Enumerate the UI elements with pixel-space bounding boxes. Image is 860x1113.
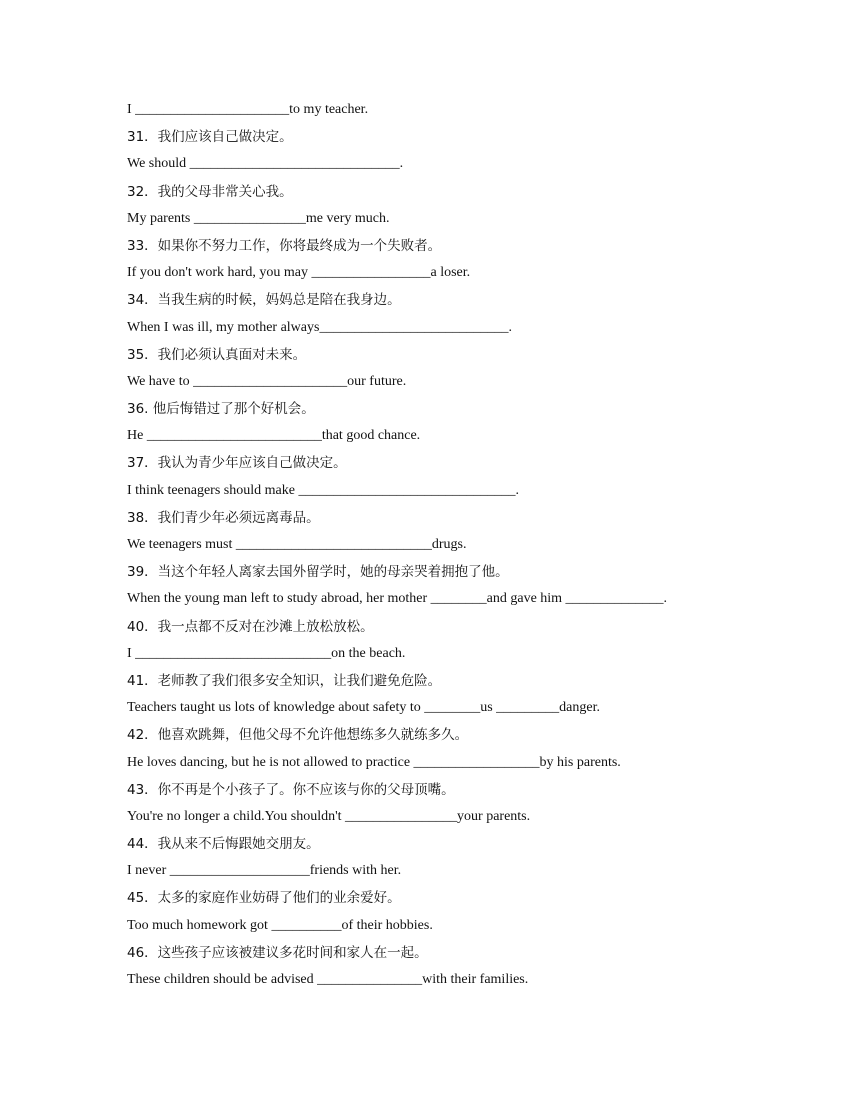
question-45: 45．太多的家庭作业妨碍了他们的业余爱好。 xyxy=(127,890,401,907)
question-42: 42．他喜欢跳舞，但他父母不允许他想练多久就练多久。 xyxy=(127,727,469,744)
question-35: 35．我们必须认真面对未来。 xyxy=(127,346,307,363)
question-33: 33．如果你不努力工作，你将最终成为一个失败者。 xyxy=(127,237,442,254)
question-38: 38．我们青少年必须远离毒品。 xyxy=(127,509,320,526)
answer-line-32: My parents ________________me very much. xyxy=(127,210,390,226)
answer-line-46: These children should be advised _______________with their families. xyxy=(127,972,529,987)
question-40: 40．我一点都不反对在沙滩上放松放松。 xyxy=(127,618,374,635)
question-34: 34．当我生病的时候，妈妈总是陪在我身边。 xyxy=(127,292,401,309)
question-39: 39．当这个年轻人离家去国外留学时，她的母亲哭着拥抱了他。 xyxy=(127,564,509,581)
answer-line-31: We should ______________________________. xyxy=(127,156,404,172)
question-31: 31．我们应该自己做决定。 xyxy=(127,129,293,146)
question-44: 44．我从来不后悔跟她交朋友。 xyxy=(127,836,320,853)
answer-line-39: When the young man left to study abroad, her mother ________and gave him ______________. xyxy=(127,591,668,607)
answer-line-42: He loves dancing, but he is not allowed to practice __________________by his parents. xyxy=(127,754,621,770)
question-41: 41．老师教了我们很多安全知识，让我们避免危险。 xyxy=(127,672,442,689)
answer-line-40: I ____________________________on the beach. xyxy=(127,645,406,661)
question-32: 32．我的父母非常关心我。 xyxy=(127,183,293,200)
answer-line-37: I think teenagers should make _______________________________. xyxy=(127,482,519,498)
answer-line-35: We have to ______________________our future. xyxy=(127,373,407,389)
answer-line-43: You're no longer a child.You shouldn't ________________your parents. xyxy=(127,808,531,824)
question-37: 37．我认为青少年应该自己做决定。 xyxy=(127,455,347,472)
answer-line-38: We teenagers must ____________________________drugs. xyxy=(127,537,467,552)
document-page xyxy=(127,100,727,997)
answer-line-44: I never ____________________friends with her. xyxy=(127,863,402,879)
answer-line-33: If you don't work hard, you may _________________a loser. xyxy=(127,265,471,281)
answer-line-30: I ______________________to my teacher. xyxy=(127,102,369,117)
answer-line-41: Teachers taught us lots of knowledge about safety to ________us _________danger. xyxy=(127,700,600,716)
question-46: 46．这些孩子应该被建议多花时间和家人在一起。 xyxy=(127,944,428,961)
question-43: 43．你不再是个小孩子了。你不应该与你的父母顶嘴。 xyxy=(127,781,455,798)
question-36: 36. 他后悔错过了那个好机会。 xyxy=(127,401,315,418)
answer-line-36: He _________________________that good chance. xyxy=(127,428,421,444)
answer-line-45: Too much homework got __________of their hobbies. xyxy=(127,917,433,933)
answer-line-34: When I was ill, my mother always___________________________. xyxy=(127,319,512,335)
